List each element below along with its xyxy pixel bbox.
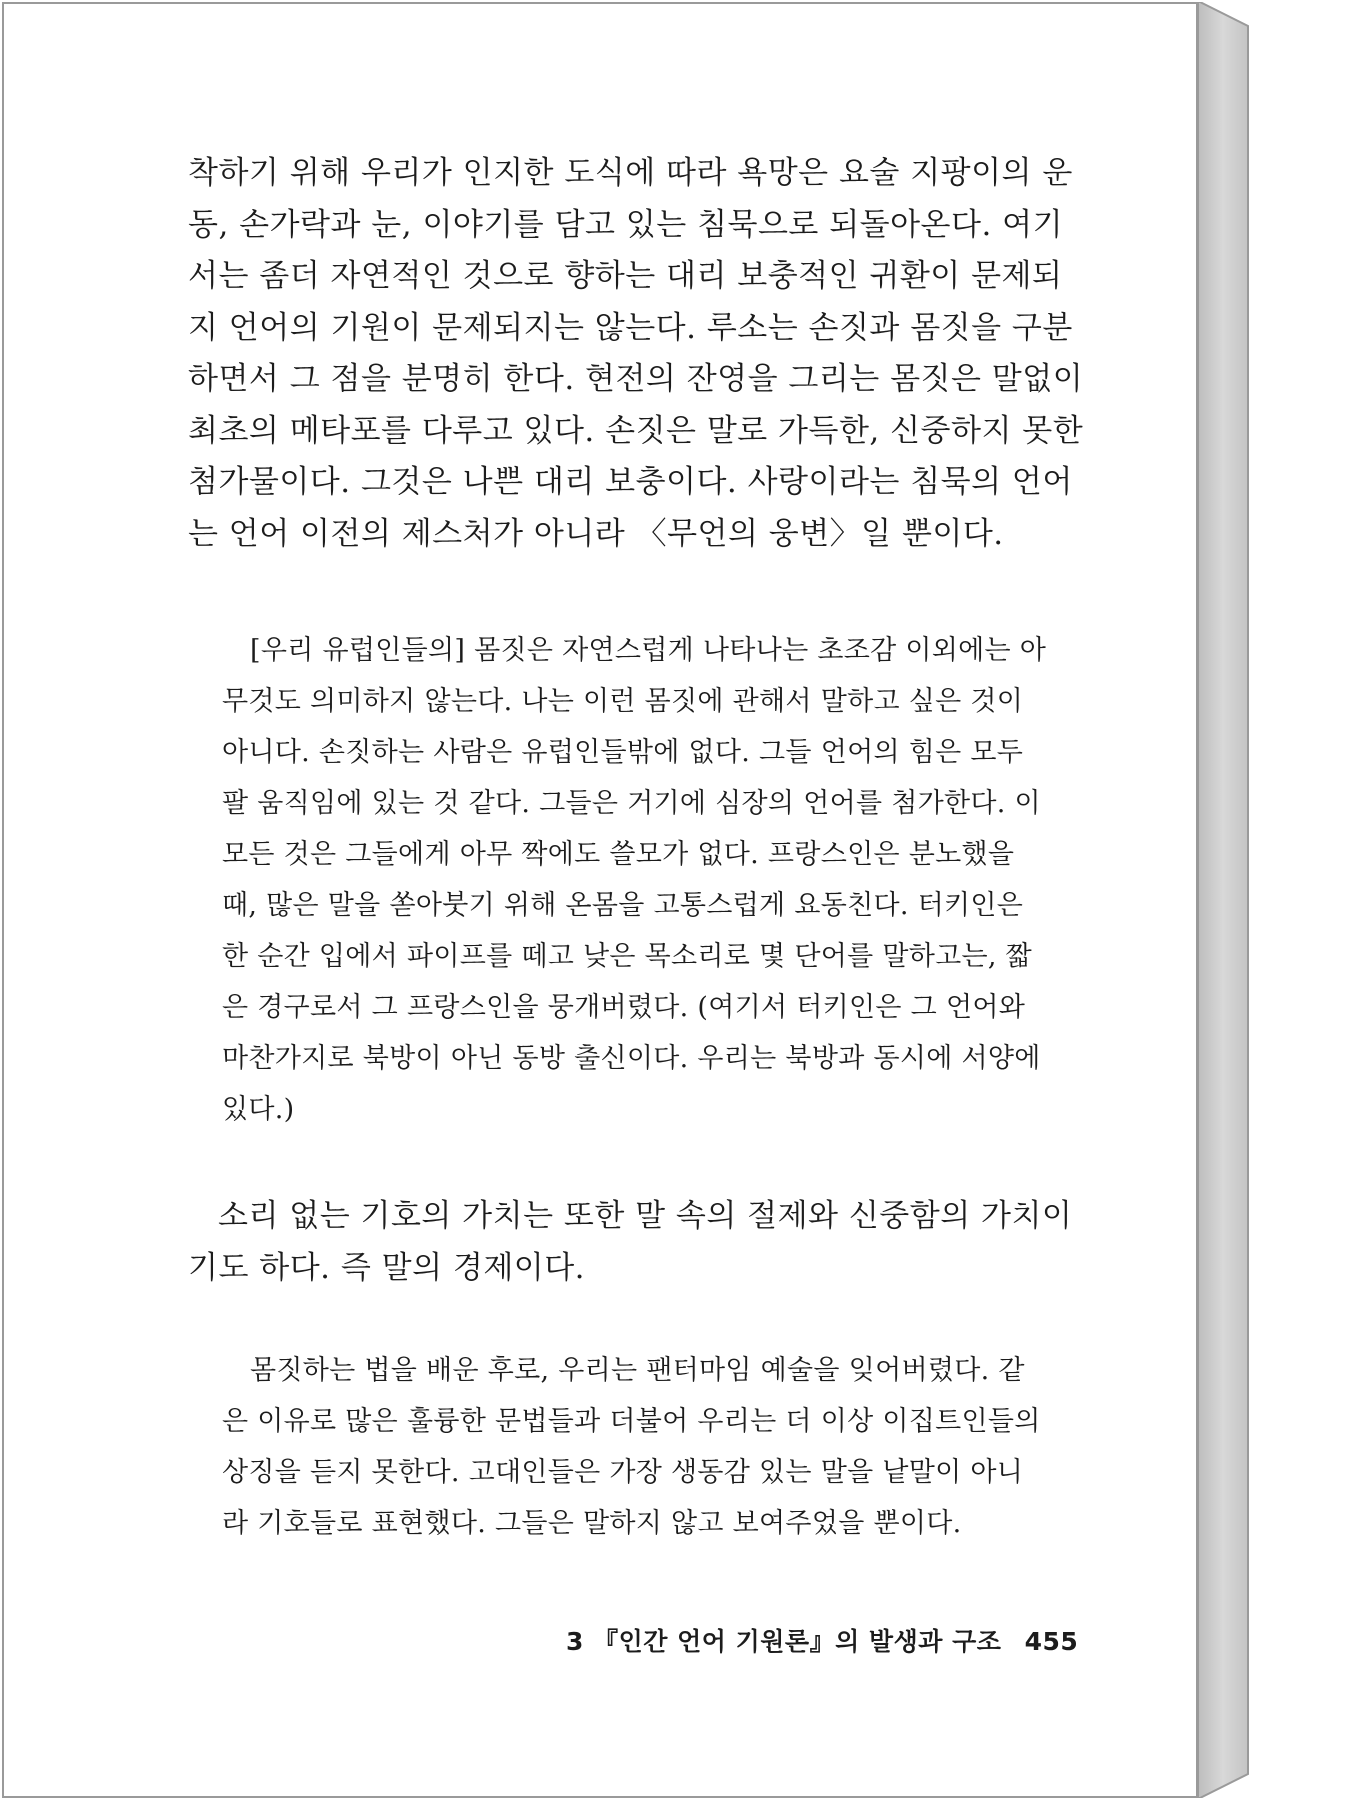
text-line: 동, 손가락과 눈, 이야기를 담고 있는 침묵으로 되돌아온다. 여기 <box>188 206 1064 243</box>
running-footer <box>566 1622 1078 1658</box>
text-line: 있다.) <box>222 1094 295 1125</box>
text-line: 무것도 의미하지 않는다. 나는 이런 몸짓에 관해서 말하고 싶은 것이 <box>222 686 1024 717</box>
text-line: 착하기 위해 우리가 인지한 도식에 따라 욕망은 요술 지팡이의 운 <box>188 155 1073 191</box>
text-line: 은 경구로서 그 프랑스인을 뭉개버렸다. (여기서 터키인은 그 언어와 <box>222 992 1026 1023</box>
text-line: 아니다. 손짓하는 사람은 유럽인들밖에 없다. 그들 언어의 힘은 모두 <box>222 737 1024 768</box>
text-line: 기도 하다. 즉 말의 경제이다. <box>188 1250 586 1286</box>
book-edge-shape <box>1198 2 1250 1798</box>
text-line: 상징을 듣지 못한다. 고대인들은 가장 생동감 있는 말을 낱말이 아니 <box>222 1457 1024 1488</box>
book-thickness <box>1198 2 1250 1798</box>
text-line: 최초의 메타포를 다루고 있다. 손짓은 말로 가득한, 신중하지 못한 <box>188 412 1084 449</box>
text-line: 은 이유로 많은 훌륭한 문법들과 더불어 우리는 더 이상 이집트인들의 <box>222 1406 1041 1437</box>
text-line: 지 언어의 기원이 문제되지는 않는다. 루소는 손짓과 몸짓을 구분 <box>188 309 1073 346</box>
text-line: 라 기호들로 표현했다. 그들은 말하지 않고 보여주었을 뿐이다. <box>222 1508 962 1539</box>
main-paragraph <box>188 148 1083 560</box>
block-quote-2 <box>222 1345 1041 1549</box>
text-line: 한 순간 입에서 파이프를 떼고 낮은 목소리로 몇 단어를 말하고는, 짧 <box>222 941 1033 972</box>
text-line: 소리 없는 기호의 가치는 또한 말 속의 절제와 신중함의 가치이 <box>218 1198 1073 1234</box>
text-line: 몸짓하는 법을 배운 후로, 우리는 팬터마임 예술을 잊어버렸다. 같 <box>250 1355 1025 1386</box>
footer-chapter-title: 『인간 언어 기원론』의 발생과 구조 <box>593 1627 1002 1656</box>
text-line: [우리 유럽인들의] 몸짓은 자연스럽게 나타나는 초조감 이외에는 아 <box>250 635 1047 666</box>
text-line: 때, 많은 말을 쏟아붓기 위해 온몸을 고통스럽게 요동친다. 터키인은 <box>222 890 1024 921</box>
text-line: 하면서 그 점을 분명히 한다. 현전의 잔영을 그리는 몸짓은 말없이 <box>188 361 1084 397</box>
page-number: 455 <box>1024 1627 1079 1656</box>
middle-paragraph <box>188 1190 1072 1294</box>
text-line: 팔 움직임에 있는 것 같다. 그들은 거기에 심장의 언어를 첨가한다. 이 <box>222 788 1041 819</box>
text-line: 는 언어 이전의 제스처가 아니라 〈무언의 웅변〉일 뿐이다. <box>188 515 1004 552</box>
footer-chapter-number: 3 <box>566 1627 584 1656</box>
text-line: 마찬가지로 북방이 아닌 동방 출신이다. 우리는 북방과 동시에 서양에 <box>222 1043 1041 1074</box>
text-line: 서는 좀더 자연적인 것으로 향하는 대리 보충적인 귀환이 문제되 <box>188 258 1063 294</box>
block-quote <box>222 625 1046 1135</box>
text-line: 첨가물이다. 그것은 나쁜 대리 보충이다. 사랑이라는 침묵의 언어 <box>188 464 1073 500</box>
text-line: 모든 것은 그들에게 아무 짝에도 쓸모가 없다. 프랑스인은 분노했을 <box>222 839 1015 870</box>
